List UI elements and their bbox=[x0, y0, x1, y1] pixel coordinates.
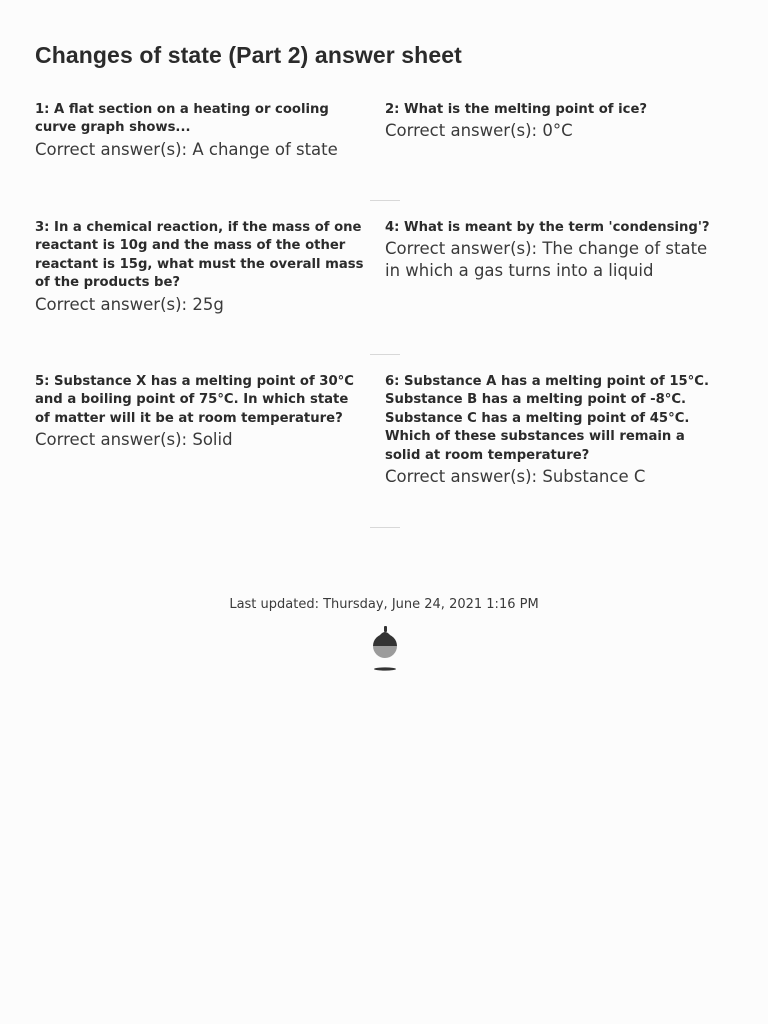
question-text bbox=[385, 219, 720, 237]
question-number: 4: bbox=[385, 220, 400, 235]
question-body: What is the melting point of ice? bbox=[404, 102, 648, 117]
answer-text bbox=[385, 120, 720, 142]
answer-text bbox=[35, 429, 365, 451]
question-body: A flat section on a heating or cooling curve graph shows... bbox=[35, 102, 329, 136]
question-number: 2: bbox=[385, 102, 400, 117]
question-text bbox=[35, 373, 365, 428]
answer-value: 25g bbox=[192, 294, 224, 314]
answer-value: Substance C bbox=[542, 467, 646, 487]
acorn-icon-svg bbox=[368, 624, 402, 674]
question-number: 5: bbox=[35, 374, 50, 389]
question-block-5 bbox=[35, 373, 365, 451]
question-block-6 bbox=[385, 373, 720, 488]
question-body: Substance A has a melting point of 15°C. Substance B has a melting point of -8°C. Substance C has a melting point of 45°C. Which of these substances will remain a solid at room temperature? bbox=[385, 374, 709, 463]
answer-text bbox=[35, 139, 365, 161]
answer-prefix: Correct answer(s): bbox=[35, 294, 188, 314]
answer-text bbox=[385, 466, 720, 488]
answer-text bbox=[35, 294, 365, 316]
acorn-icon bbox=[368, 624, 402, 674]
question-block-1 bbox=[35, 101, 365, 161]
question-text bbox=[35, 219, 365, 293]
section-divider bbox=[370, 527, 400, 528]
question-body: What is meant by the term 'condensing'? bbox=[404, 220, 710, 235]
last-updated: Last updated: Thursday, June 24, 2021 1:16 PM bbox=[229, 597, 539, 612]
question-block-4 bbox=[385, 219, 720, 282]
question-number: 6: bbox=[385, 374, 400, 389]
page-title: Changes of state (Part 2) answer sheet bbox=[35, 42, 462, 68]
answer-prefix: Correct answer(s): bbox=[35, 139, 188, 159]
question-number: 3: bbox=[35, 220, 50, 235]
answer-prefix: Correct answer(s): bbox=[35, 430, 188, 450]
section-divider bbox=[370, 200, 400, 201]
question-block-3 bbox=[35, 219, 365, 316]
question-text bbox=[385, 373, 720, 465]
answer-prefix: Correct answer(s): bbox=[385, 239, 538, 259]
question-block-2 bbox=[385, 101, 720, 142]
answer-value: 0°C bbox=[542, 121, 573, 141]
answer-value: A change of state bbox=[192, 139, 338, 159]
question-body: Substance X has a melting point of 30°C and a boiling point of 75°C. In which state of matter will it be at room temperature? bbox=[35, 374, 354, 426]
answer-text bbox=[385, 238, 720, 282]
question-body: In a chemical reaction, if the mass of one reactant is 10g and the mass of the other reactant is 15g, what must the overall mass of the products be? bbox=[35, 220, 364, 291]
answer-prefix: Correct answer(s): bbox=[385, 467, 538, 487]
question-number: 1: bbox=[35, 102, 50, 117]
section-divider bbox=[370, 354, 400, 355]
question-text bbox=[35, 101, 365, 138]
answer-value: Solid bbox=[192, 430, 233, 450]
question-text bbox=[385, 101, 720, 119]
answer-prefix: Correct answer(s): bbox=[385, 121, 538, 141]
answer-value: The change of state in which a gas turns into a liquid bbox=[385, 239, 708, 281]
